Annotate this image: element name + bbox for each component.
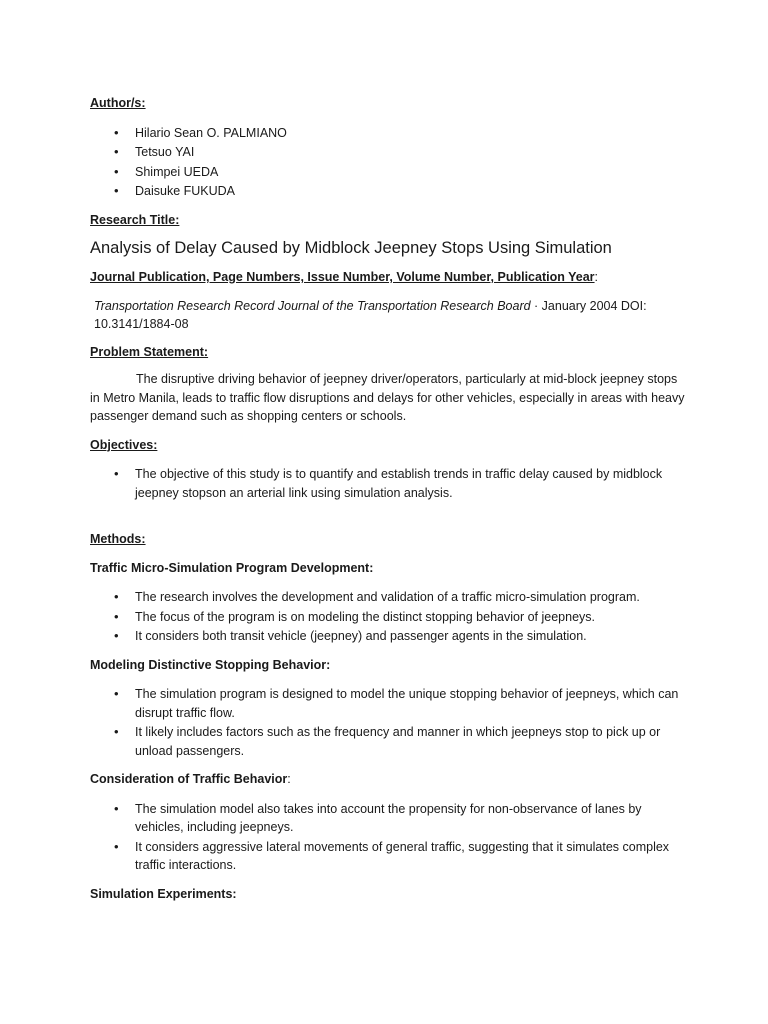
author-item: • Tetsuo YAI (90, 143, 688, 162)
author-item: • Shimpei UEDA (90, 163, 688, 182)
objective-item: • The objective of this study is to quantify and establish trends in traffic delay caused by midblock jeepney stopson an arterial link using simulation analysis. (90, 465, 688, 502)
author-list (90, 124, 688, 201)
method-section-title: Traffic Micro-Simulation Program Development: (90, 560, 374, 575)
research-title-heading: Research Title: (90, 212, 180, 227)
method-item: • It considers aggressive lateral movements of general traffic, suggesting that it simulates complex traffic interactions. (90, 838, 688, 875)
method-section-title: Simulation Experiments: (90, 886, 237, 901)
author-item: • Daisuke FUKUDA (90, 182, 688, 201)
method-item: • The research involves the development and validation of a traffic micro-simulation program. (90, 588, 688, 607)
problem-text: The disruptive driving behavior of jeepney driver/operators, particularly at mid-block jeepney stops in Metro Manila, leads to traffic flow disruptions and delays for other vehicles, especially in areas with heavy passenger demand such as shopping centers or schools. (90, 372, 685, 423)
method-item: • The simulation program is designed to model the unique stopping behavior of jeepneys, which can disrupt traffic flow. (90, 685, 688, 722)
journal-heading-suffix: : (594, 270, 599, 284)
method-section-list (90, 685, 688, 760)
research-title-text: Analysis of Delay Caused by Midblock Jeepney Stops Using Simulation (90, 239, 612, 257)
journal-name: Transportation Research Record Journal of the Transportation Research Board (94, 298, 531, 313)
journal-citation (90, 297, 688, 334)
objectives-list (90, 465, 688, 502)
method-section-list (90, 800, 688, 875)
journal-heading: Journal Publication, Page Numbers, Issue Number, Volume Number, Publication Year (90, 270, 595, 284)
method-section-title-line (90, 770, 688, 789)
method-item: • The focus of the program is on modeling the distinct stopping behavior of jeepneys. (90, 608, 688, 627)
method-section-title: Modeling Distinctive Stopping Behavior: (90, 657, 331, 672)
journal-details: · January 2004 DOI: 10.3141/1884-08 (94, 298, 647, 331)
methods-heading: Methods: (90, 532, 146, 546)
objectives-heading: Objectives: (90, 437, 158, 452)
method-item: • It considers both transit vehicle (jeepney) and passenger agents in the simulation. (90, 627, 688, 646)
method-item: • It likely includes factors such as the frequency and manner in which jeepneys stop to pick up or unload passengers. (90, 723, 688, 760)
method-section-list (90, 588, 688, 646)
method-section-title-suffix: : (287, 772, 291, 786)
author-item: • Hilario Sean O. PALMIANO (90, 124, 688, 143)
authors-heading: Author/s: (90, 96, 146, 110)
problem-heading: Problem Statement: (90, 344, 209, 359)
method-section-title: Consideration of Traffic Behavior (90, 772, 288, 786)
journal-heading-line (90, 268, 688, 287)
method-item: • The simulation model also takes into account the propensity for non-observance of lanes by vehicles, including jeepneys. (90, 800, 688, 837)
